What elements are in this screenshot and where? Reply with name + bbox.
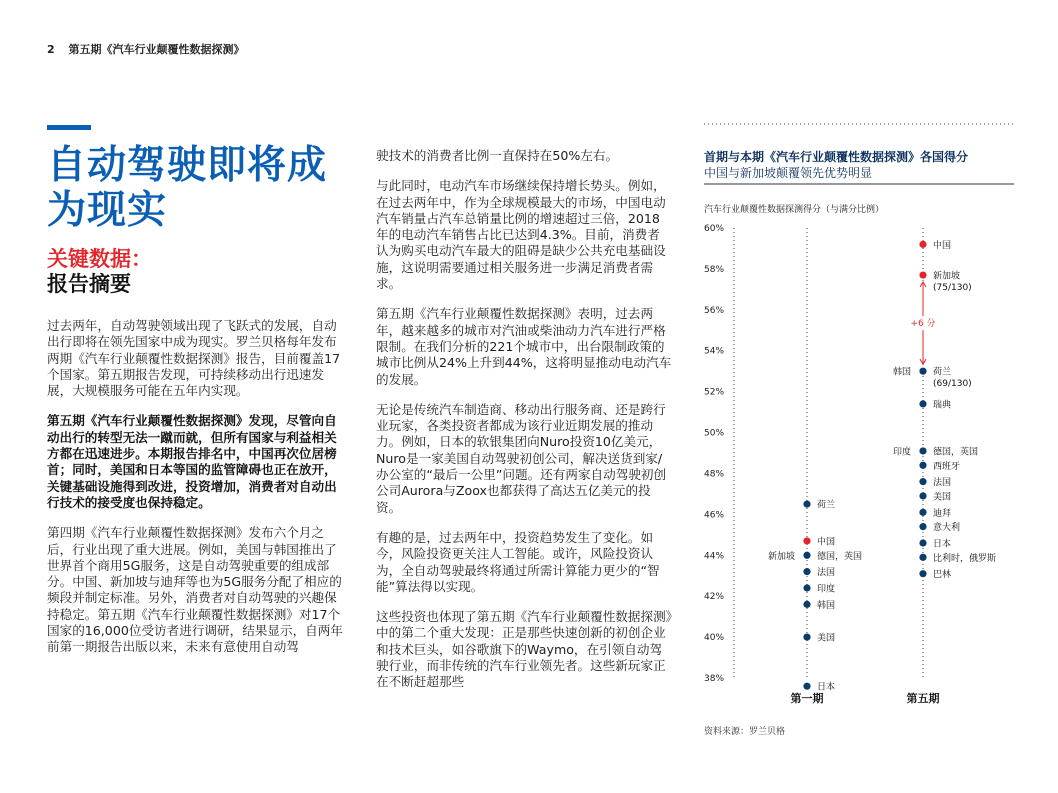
text-column-1 (47, 318, 343, 670)
data-point-label: 法国 (933, 478, 952, 489)
data-point (919, 462, 926, 469)
paragraph-bold: 第五期《汽车行业颠覆性数据探测》发现，尽管向自动出行的转型无法一蹴而就，但所有国家与利益相关方都在迅速进步。本期报告排名中，中国再次位居榜首；同时，美国和日本等国的监管障碍也正在放开，关键基础设施得到改进，投资增加，消费者对自动出行技术的接受度也保持稳定。 (47, 413, 337, 510)
data-point-label: 中国 (817, 537, 836, 548)
y-tick-label: 38% (704, 674, 725, 684)
data-point-label: 印度 (817, 584, 836, 595)
y-tick-label: 56% (704, 305, 725, 316)
data-point-label: 德国，英国 (817, 551, 863, 562)
data-point (803, 633, 810, 640)
y-tick-label: 58% (704, 264, 725, 275)
data-point (919, 478, 926, 485)
y-tick-label: 40% (704, 633, 725, 644)
data-point (803, 601, 810, 608)
text-column-2 (376, 148, 672, 705)
chart-plot (704, 220, 1016, 720)
chart-top-dotted-rule (704, 120, 1016, 128)
data-point-label: 中国 (933, 240, 952, 251)
data-point-label: 荷兰 (933, 367, 952, 378)
data-point-label: 巴林 (933, 570, 952, 581)
summary-label: 报告摘要 (47, 272, 131, 296)
x-category-label: 第五期 (906, 692, 940, 705)
y-tick-label: 52% (704, 387, 725, 398)
y-tick-label: 44% (704, 551, 725, 562)
paragraph: 第五期《汽车行业颠覆性数据探测》表明，过去两年，越来越多的城市对汽油或柴油动力汽车进行严格限制。在我们分析的221个城市中，出台限制政策的城市比例从24%上升到44%，这将明显推动电动汽车的发展。 (376, 306, 672, 387)
y-tick-label: 48% (704, 469, 725, 480)
data-point (919, 523, 926, 530)
page-number: 2 (47, 43, 55, 56)
data-point (919, 400, 926, 407)
data-point-label: 荷兰 (817, 500, 836, 511)
x-category-label: 第一期 (790, 692, 824, 705)
data-point-label: 德国，英国 (933, 447, 979, 458)
paragraph: 与此同时，电动汽车市场继续保持增长势头。例如，在过去两年中，作为全球规模最大的市场，中国电动汽车销量占汽车总销量比例的增速超过三倍，2018年的电动汽车销售占比已达到4.3%。目前，消费者认为购买电动汽车最大的阻碍是缺少公共充电基础设施，这说明需要通过相关服务进一步满足消费者需求。 (376, 178, 666, 292)
data-point (803, 683, 810, 690)
data-point-label: 美国 (817, 633, 836, 644)
data-point-label: 日本 (933, 539, 952, 550)
data-point-label: 印度 (892, 447, 911, 458)
title-line-1: 自动驾驶即将成 (47, 143, 328, 188)
chart-title: 首期与本期《汽车行业颠覆性数据探测》各国得分 (704, 150, 969, 164)
chart-y-axis-label: 汽车行业颠覆性数据探测得分（与满分比例） (704, 205, 885, 215)
data-point-label: 美国 (933, 492, 952, 503)
title-line-2: 为现实 (47, 188, 168, 233)
chart-subtitle: 中国与新加坡颠覆领先优势明显 (704, 166, 873, 180)
y-tick-label: 60% (704, 224, 725, 234)
data-point-label: 比利时，俄罗斯 (933, 553, 997, 564)
data-point-label: 法国 (817, 568, 836, 579)
key-data-label: 关键数据： (47, 247, 152, 271)
data-point (803, 537, 810, 544)
paragraph: 有趣的是，过去两年中，投资趋势发生了变化。如今，风险投资更关注人工智能。或许，风险投资认为，全自动驾驶最终将通过所需计算能力更少的“智能”算法得以实现。 (376, 529, 660, 594)
chart-title-rule (704, 182, 1016, 186)
data-point (919, 570, 926, 577)
data-point (803, 584, 810, 591)
data-point (919, 241, 926, 248)
data-point (919, 368, 926, 375)
data-point (803, 552, 810, 559)
data-point (919, 271, 926, 278)
data-point-sublabel: (75/130) (933, 283, 972, 294)
data-point-label: 瑞典 (933, 400, 952, 411)
data-point (803, 501, 810, 508)
data-point-label: 韩国 (817, 600, 836, 611)
score-chart (704, 120, 1016, 740)
data-point-label: 西班牙 (933, 461, 961, 472)
data-point-label: 新加坡 (933, 271, 961, 282)
data-point-label: 意大利 (933, 523, 961, 534)
data-point-sublabel: (69/130) (933, 379, 972, 390)
chart-source: 资料来源：罗兰贝格 (704, 727, 786, 737)
paragraph: 驶技术的消费者比例一直保持在50%左右。 (376, 148, 619, 163)
data-point (803, 568, 810, 575)
data-point (919, 492, 926, 499)
paragraph: 过去两年，自动驾驶领域出现了飞跃式的发展，自动出行即将在领先国家中成为现实。罗兰贝格每年发布两期《汽车行业颠覆性数据探测》报告，目前覆盖17个国家。第五期报告发现，可持续移动出行迅速发展，大规模服务可能在五年内实现。 (47, 318, 341, 399)
title-accent-bar (47, 125, 91, 130)
y-tick-label: 42% (704, 592, 725, 603)
data-point (919, 539, 926, 546)
y-tick-label: 50% (704, 428, 725, 439)
data-point (919, 554, 926, 561)
data-point (919, 509, 926, 516)
data-point-label: 日本 (817, 682, 836, 693)
paragraph: 无论是传统汽车制造商、移动出行服务商、还是跨行业玩家，各类投资者都成为该行业近期发展的推动力。例如，日本的软银集团向Nuro投资10亿美元，Nuro是一家美国自动驾驶初创公司，解决送货到家/办公室的“最后一公里”问题。还有两家自动驾驶初创公司Aurora与Zoox也都获得了高达五亿美元的投资。 (376, 401, 667, 515)
data-point (919, 447, 926, 454)
data-point-label: 新加坡 (767, 551, 795, 562)
page-title (47, 143, 347, 233)
y-tick-label: 46% (704, 510, 725, 521)
data-point-label: 迪拜 (933, 508, 952, 519)
page-header (47, 41, 245, 57)
paragraph: 这些投资也体现了第五期《汽车行业颠覆性数据探测》中的第二个重大发现：正是那些快速创新的初创企业和技术巨头，如谷歌旗下的Waymo，在引领自动驾驶行业，而非传统的汽车行业领先者。这些新玩家正在不断赶超那些 (376, 609, 672, 690)
paragraph: 第四期《汽车行业颠覆性数据探测》发布六个月之后，行业出现了重大进展。例如，美国与韩国推出了世界首个商用5G服务，这是自动驾驶重要的组成部分。中国、新加坡与迪拜等也为5G服务分配了相应的频段并制定标准。另外，消费者对自动驾驶的兴趣保持稳定。第五期《汽车行业颠覆性数据探测》对17个国家的16,000位受访者进行调研，结果显示，自两年前第一期报告出版以来，未来有意使用自动驾 (47, 525, 343, 655)
data-point-label: 韩国 (892, 367, 911, 378)
annotation-label: +6 分 (910, 319, 936, 330)
report-title: 第五期《汽车行业颠覆性数据探测》 (68, 43, 245, 56)
y-tick-label: 54% (704, 346, 725, 357)
